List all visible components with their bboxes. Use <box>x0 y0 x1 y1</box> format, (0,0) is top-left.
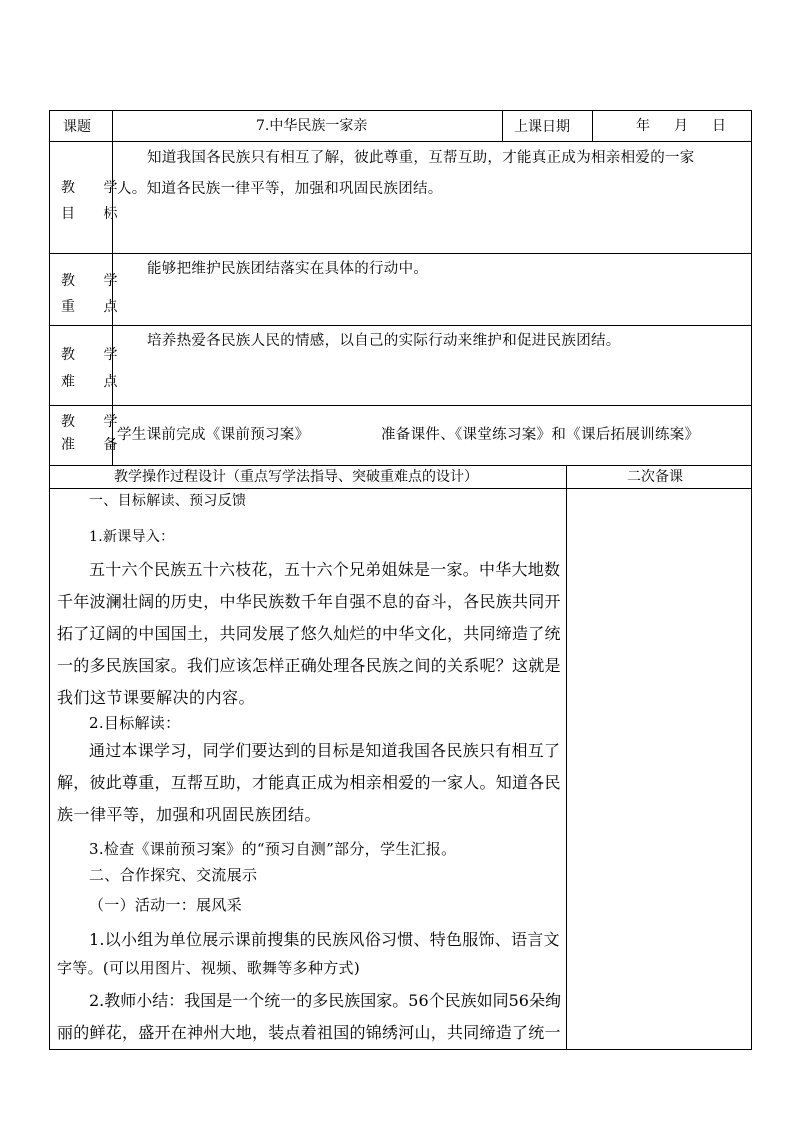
process-line: 一、目标解读、预习反馈 <box>89 493 247 509</box>
process-line: 五十六个民族五十六枝花，五十六个兄弟姐妹是一家。中华大地数 <box>89 560 561 579</box>
process-line: 通过本课学习，同学们要达到的目标是知道我国各民族只有相互了 <box>89 741 561 760</box>
process-heading: 教学操作过程设计（重点写学法指导、突破重难点的设计） <box>114 469 478 485</box>
difficulties-text: 培养热爱各民族人民的情感，以自己的实际行动来维护和促进民族团结。 <box>147 333 621 349</box>
process-line: 解，彼此尊重，互帮互助，才能真正成为相亲相爱的一家人。知道各民 <box>57 773 561 792</box>
table-border <box>49 110 752 111</box>
date-year: 年 <box>636 118 650 134</box>
process-line: 字等。(可以用图片、视频、歌舞等多种方式) <box>57 959 361 977</box>
process-line: 二、合作探究、交流展示 <box>89 866 258 884</box>
key-points-text: 能够把维护民族团结落实在具体的行动中。 <box>147 261 429 277</box>
table-border <box>592 110 593 142</box>
table-border <box>49 1049 752 1050</box>
objectives-label: 教 学 <box>61 180 130 196</box>
preparation-student: 学生课前完成《课前预习案》 <box>117 427 310 443</box>
process-line: 千年波澜壮阔的历史，中华民族数千年自强不息的奋斗，各民族共同开 <box>57 592 561 611</box>
process-line: 一的多民族国家。我们应该怎样正确处理各民族之间的关系呢？这就是 <box>57 656 561 675</box>
topic-label: 课题 <box>63 119 91 135</box>
process-line: 2.目标解读： <box>89 714 181 732</box>
table-border <box>49 488 752 489</box>
preparation-teacher: 准备课件、《课堂练习案》和《课后拓展训练案》 <box>381 427 700 443</box>
key-points-label: 教 学 <box>61 273 130 289</box>
date-day: 日 <box>712 118 726 134</box>
table-border <box>49 253 752 254</box>
difficulties-label: 难 点 <box>61 374 130 390</box>
process-line: 族一律平等，加强和巩固民族团结。 <box>57 805 322 824</box>
table-border <box>502 110 503 142</box>
process-line: 拓了辽阔的中国国土，共同发展了悠久灿烂的中华文化，共同缔造了统 <box>57 624 561 643</box>
date-label: 上课日期 <box>514 119 570 135</box>
table-border <box>49 405 752 406</box>
process-line: 丽的鲜花，盛开在神州大地，装点着祖国的锦绣河山，共同缔造了统一 <box>57 1023 561 1042</box>
lesson-title: 7.中华民族一家亲 <box>256 118 368 134</box>
preparation-label: 教 学 <box>61 414 130 430</box>
process-line: 2.教师小结：我国是一个统一的多民族国家。56个民族如同56朵绚 <box>89 991 561 1010</box>
difficulties-label: 教 学 <box>61 347 130 363</box>
table-border <box>49 465 752 466</box>
process-line: （一）活动一：展风采 <box>89 896 243 914</box>
preparation-label: 准 备 <box>61 437 130 453</box>
process-line: 1.以小组为单位展示课前搜集的民族风俗习惯、特色服饰、语言文 <box>89 930 560 949</box>
second-prep-heading: 二次备课 <box>627 469 683 485</box>
table-border <box>49 110 50 1050</box>
table-border <box>751 110 752 1050</box>
process-line: 我们这节课要解决的内容。 <box>57 688 256 707</box>
key-points-label: 重 点 <box>61 299 130 315</box>
process-line: 1.新课导入： <box>89 529 175 545</box>
process-line: 3.检查《课前预习案》的“预习自测”部分，学生汇报。 <box>89 840 457 858</box>
objectives-text: 人。知道各民族一律平等，加强和巩固民族团结。 <box>117 181 443 197</box>
table-border <box>566 465 567 1050</box>
objectives-label: 目 标 <box>61 206 130 222</box>
table-border <box>49 325 752 326</box>
date-month: 月 <box>674 118 688 134</box>
table-border <box>49 141 752 142</box>
objectives-text: 知道我国各民族只有相互了解，彼此尊重，互帮互助，才能真正成为相亲相爱的一家 <box>147 150 695 166</box>
